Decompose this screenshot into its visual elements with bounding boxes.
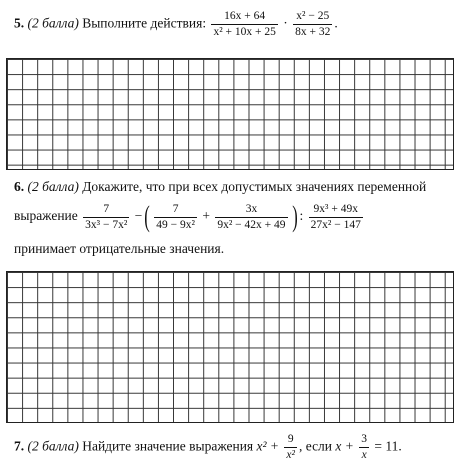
expression-part: x² + [256,438,280,454]
task7-instruction: Найдите значение выражения [82,438,254,454]
task6-fraction-3 [215,203,287,232]
period: . [334,15,338,31]
fraction-numerator: 7 [154,203,197,218]
task5-instruction: Выполните действия: [82,15,207,31]
task5-points: (2 балла) [27,15,79,31]
task7-number: 7. [14,438,25,454]
task6-conclusion: принимает отрицательные значения. [14,241,225,256]
fraction-numerator: 3x [215,203,287,218]
plus-sign: + [202,208,210,224]
fraction-denominator: x² [286,449,295,461]
task6-number: 6. [14,179,25,194]
expression-word: выражение [14,208,78,224]
task6-fraction-2 [154,203,197,232]
task5-fraction-1 [211,10,277,39]
minus-sign: − [134,208,143,224]
condition-part: x + [335,438,354,454]
fraction-denominator: 49 − 9x² [156,218,195,231]
answer-grid-task6 [6,271,454,423]
task6-line-3 [14,241,224,257]
task6-instruction: Докажите, что при всех допустимых значениях переменной [82,179,427,194]
fraction-denominator: 8x + 32 [295,26,331,38]
fraction-denominator: x [361,449,367,461]
task5-line [14,10,338,39]
task6-points: (2 балла) [27,179,79,194]
task6-line-1 [14,179,426,195]
task7-line [14,433,402,462]
fraction-numerator: 3 [359,433,369,448]
answer-grid-task5 [6,58,454,170]
if-word: , если [298,438,333,454]
equals-value: = 11. [374,438,402,454]
multiply-sign: · [283,15,288,31]
task6-fraction-1 [83,203,129,232]
fraction-numerator: x² − 25 [293,10,332,25]
task5-number: 5. [14,15,25,31]
task6-fraction-4 [309,203,363,232]
task7-fraction-2 [359,433,369,462]
fraction-denominator: x² + 10x + 25 [213,26,276,38]
fraction-numerator: 9 [284,433,297,448]
task6-expression [14,202,365,232]
task7-fraction-1 [284,433,297,462]
fraction-denominator: 27x² − 147 [310,218,361,231]
fraction-numerator: 16x + 64 [211,10,277,25]
left-paren: ( [144,200,151,233]
fraction-denominator: 9x² − 42x + 49 [217,218,286,231]
task7-points: (2 балла) [27,438,79,454]
task5-fraction-2 [293,10,332,39]
right-paren: ) [291,200,298,233]
colon-sign: : [299,208,304,224]
fraction-numerator: 9x³ + 49x [309,203,363,218]
fraction-numerator: 7 [83,203,129,218]
fraction-denominator: 3x³ − 7x² [85,218,128,231]
